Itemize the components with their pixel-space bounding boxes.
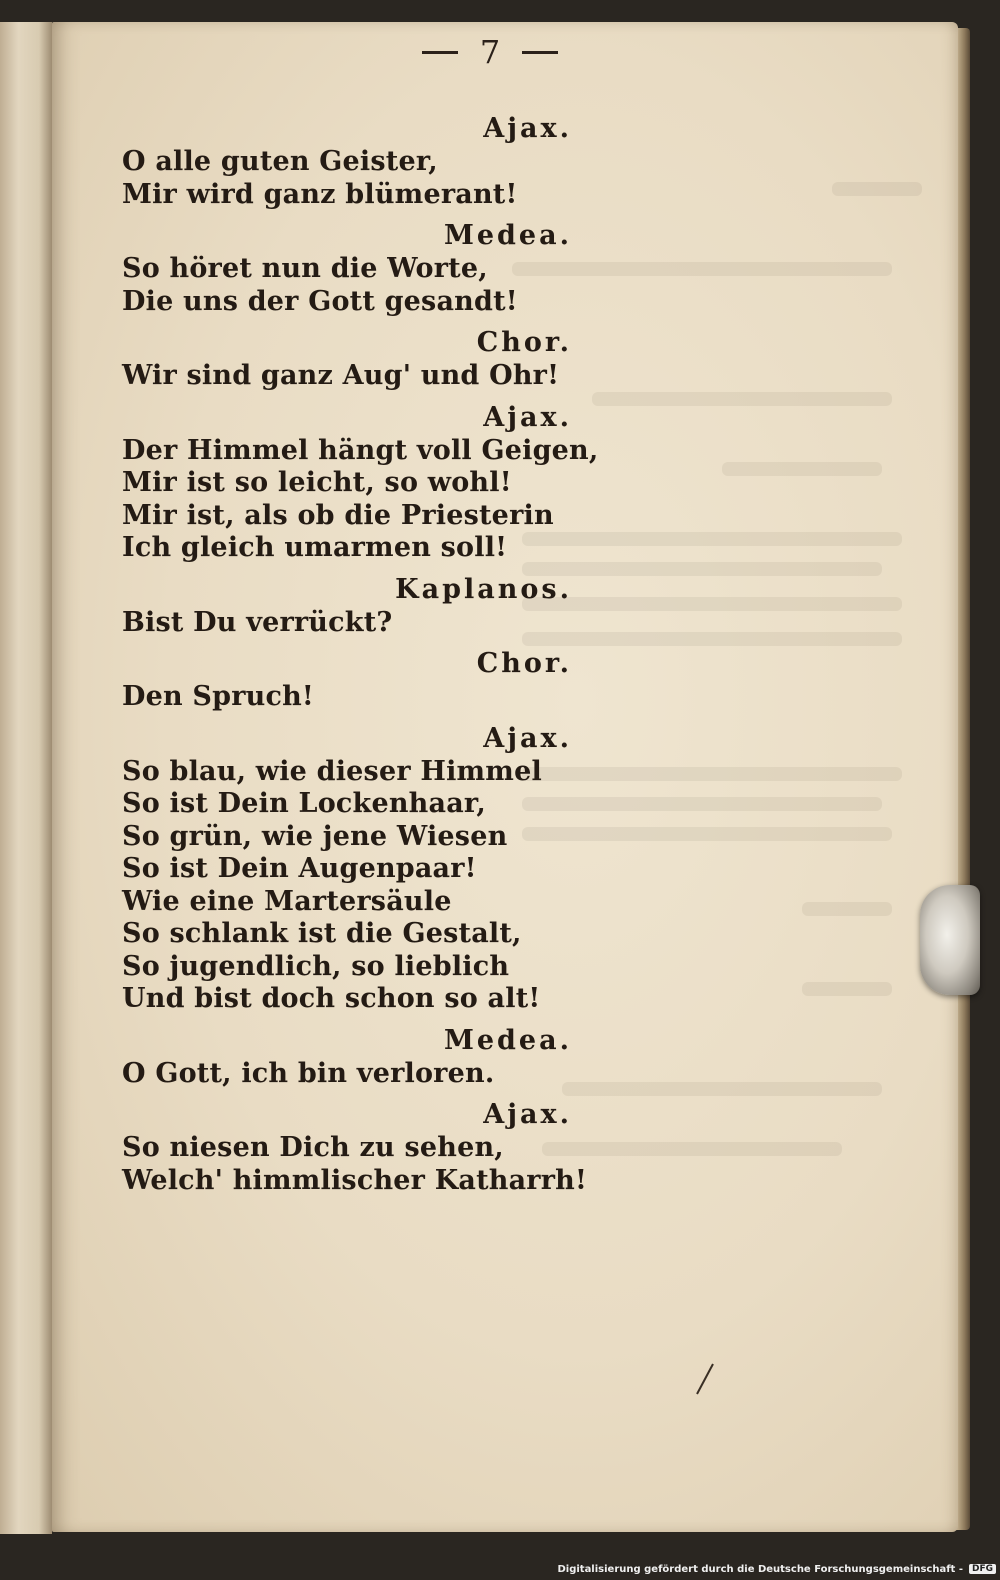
dfg-logo: DFG xyxy=(969,1564,996,1574)
verse-line: Wir sind ganz Aug' und Ohr! xyxy=(122,360,560,391)
speaker-name: Ajax. xyxy=(483,1099,572,1130)
footer-text: Digitalisierung gefördert durch die Deutsche Forschungsgemeinschaft - xyxy=(557,1563,963,1575)
page-header xyxy=(410,30,570,74)
header-dash-left xyxy=(422,51,458,54)
speaker-name: Medea. xyxy=(443,1024,572,1056)
verse-line: So ist Dein Augenpaar! xyxy=(122,853,477,884)
verse-line: Mir ist so leicht, so wohl! xyxy=(122,467,512,498)
verse-line: O Gott, ich bin verloren. xyxy=(122,1057,495,1089)
verse-line: Die uns der Gott gesandt! xyxy=(122,285,518,317)
verse-line: Der Himmel hängt voll Geigen, xyxy=(122,434,599,466)
facing-page-edge xyxy=(0,22,52,1534)
verse-line: O alle guten Geister, xyxy=(122,146,438,177)
page-fore-edge xyxy=(956,28,970,1530)
speaker-name: Kaplanos. xyxy=(395,573,572,605)
verse-line: Bist Du verrückt? xyxy=(122,606,393,638)
page-clip xyxy=(920,885,980,995)
verse-line: So schlank ist die Gestalt, xyxy=(122,918,522,949)
verse-line: Den Spruch! xyxy=(122,681,314,712)
verse-line: Ich gleich umarmen soll! xyxy=(122,532,508,563)
page-number: 7 xyxy=(479,33,501,71)
verse-line: So jugendlich, so lieblich xyxy=(122,950,510,982)
speaker-name: Chor. xyxy=(476,648,572,679)
verse-line: Und bist doch schon so alt! xyxy=(122,983,541,1014)
verse-line: So grün, wie jene Wiesen xyxy=(122,820,508,852)
speaker-name: Chor. xyxy=(476,327,572,358)
verse-line: Wie eine Martersäule xyxy=(122,885,452,917)
verse-line: So ist Dein Lockenhaar, xyxy=(122,788,486,819)
verse-line: So höret nun die Worte, xyxy=(122,253,488,284)
speaker-name: Ajax. xyxy=(483,113,572,144)
speaker-name: Medea. xyxy=(443,220,572,251)
header-dash-right xyxy=(522,51,558,54)
verse-line: So blau, wie dieser Himmel xyxy=(122,755,542,787)
verse-line: So niesen Dich zu sehen, xyxy=(122,1132,504,1163)
speaker-name: Ajax. xyxy=(483,722,572,754)
play-text xyxy=(122,104,599,1197)
verse-line: Mir ist, als ob die Priesterin xyxy=(122,499,554,531)
digitization-footer xyxy=(557,1562,996,1576)
speaker-name: Ajax. xyxy=(483,401,572,433)
verse-line: Mir wird ganz blümerant! xyxy=(122,178,518,210)
verse-line: Welch' himmlischer Katharrh! xyxy=(122,1164,587,1196)
